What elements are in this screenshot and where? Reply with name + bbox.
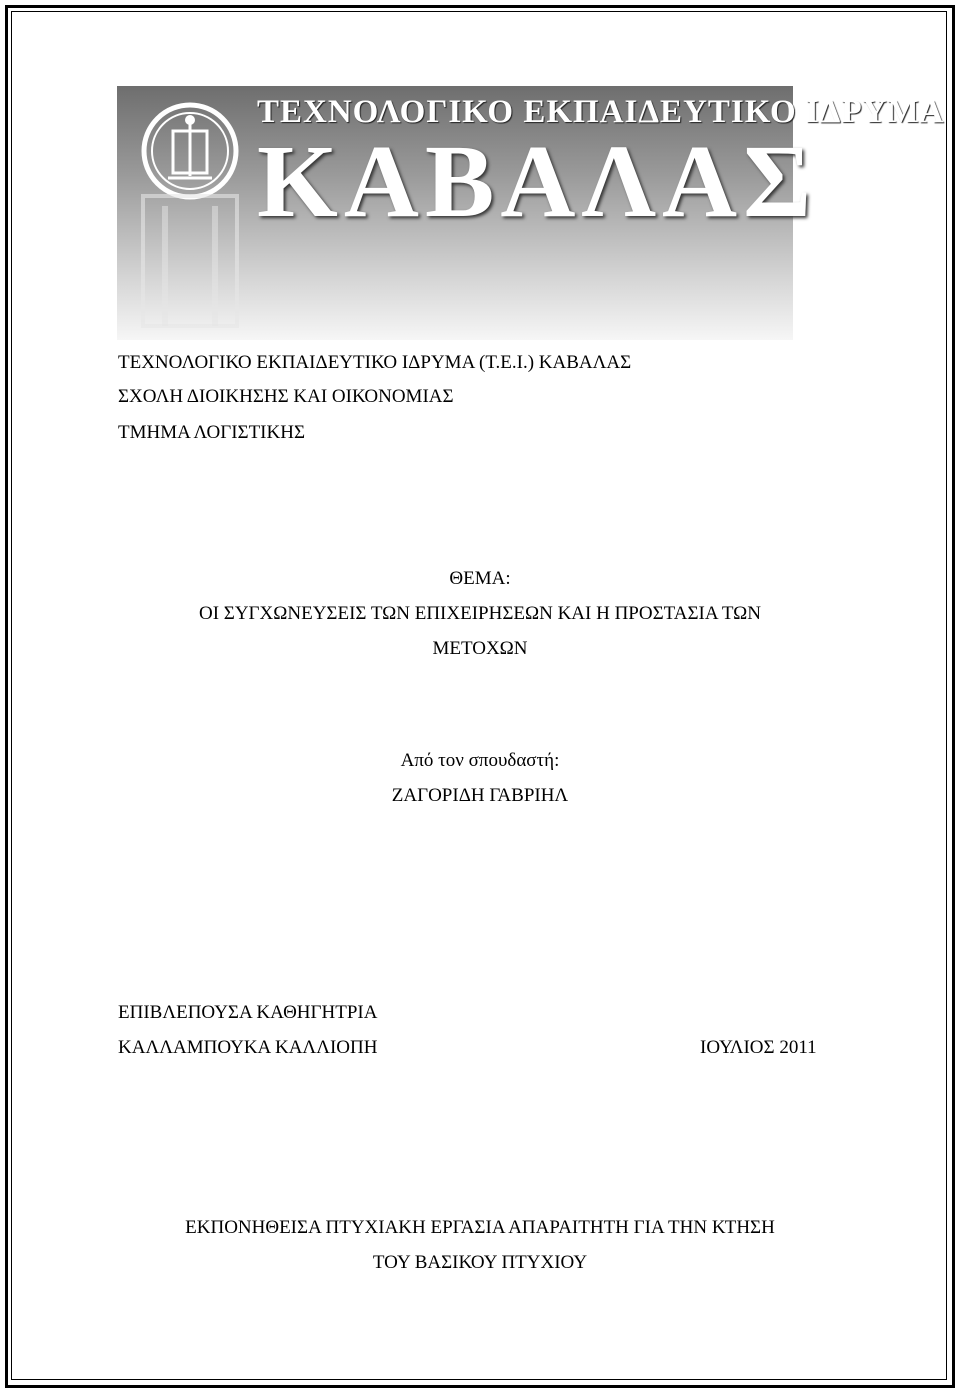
topic-label: ΘΕΜΑ: [449,568,511,589]
supervisor-name: ΚΑΛΛΑΜΠΟΥΚΑ ΚΑΛΛΙΟΠΗ [118,1037,378,1058]
supervisor-label: ΕΠΙΒΛΕΠΟΥΣΑ ΚΑΘΗΓΗΤΡΙΑ [118,1002,378,1023]
institution-line2: ΣΧΟΛΗ ΔΙΟΙΚΗΣΗΣ ΚΑΙ ΟΙΚΟΝΟΜΙΑΣ [118,386,454,407]
student-label: Από τον σπουδαστή: [400,750,560,771]
footer-line2: ΤΟΥ ΒΑΣΙΚΟΥ ΠΤΥΧΙΟΥ [372,1252,588,1273]
student-name: ΖΑΓΟΡΙΔΗ ΓΑΒΡΙΗΛ [391,785,569,806]
institution-line3: ΤΜΗΜΑ ΛΟΓΙΣΤΙΚΗΣ [118,422,306,443]
topic-line1: ΟΙ ΣΥΓΧΩΝΕΥΣΕΙΣ ΤΩΝ ΕΠΙΧΕΙΡΗΣΕΩΝ ΚΑΙ Η ΠΡΟΣΤΑΣΙΑ ΤΩΝ [198,603,762,624]
footer-line1: ΕΚΠΟΝΗΘΕΙΣΑ ΠΤΥΧΙΑΚΗ ΕΡΓΑΣΙΑ ΑΠΑΡΑΙΤΗΤΗ ΓΙΑ ΤΗΝ ΚΤΗΣΗ [185,1217,775,1238]
banner-title-line2: ΚΑΒΑΛΑΣ [257,124,818,239]
topic-line2: ΜΕΤΟΧΩΝ [432,638,528,659]
institution-banner [117,86,945,340]
institution-line1: ΤΕΧΝΟΛΟΓΙΚΟ ΕΚΠΑΙΔΕΥΤΙΚΟ ΙΔΡΥΜΑ (Τ.Ε.Ι.) ΚΑΒΑΛΑΣ [118,352,632,373]
university-seal-icon [135,96,245,326]
banner-title-line1: ΤΕΧΝΟΛΟΓΙΚΟ ΕΚΠΑΙΔΕΥΤΙΚΟ ΙΔΡΥΜΑ [257,94,945,130]
submission-date: ΙΟΥΛΙΟΣ 2011 [700,1037,817,1058]
